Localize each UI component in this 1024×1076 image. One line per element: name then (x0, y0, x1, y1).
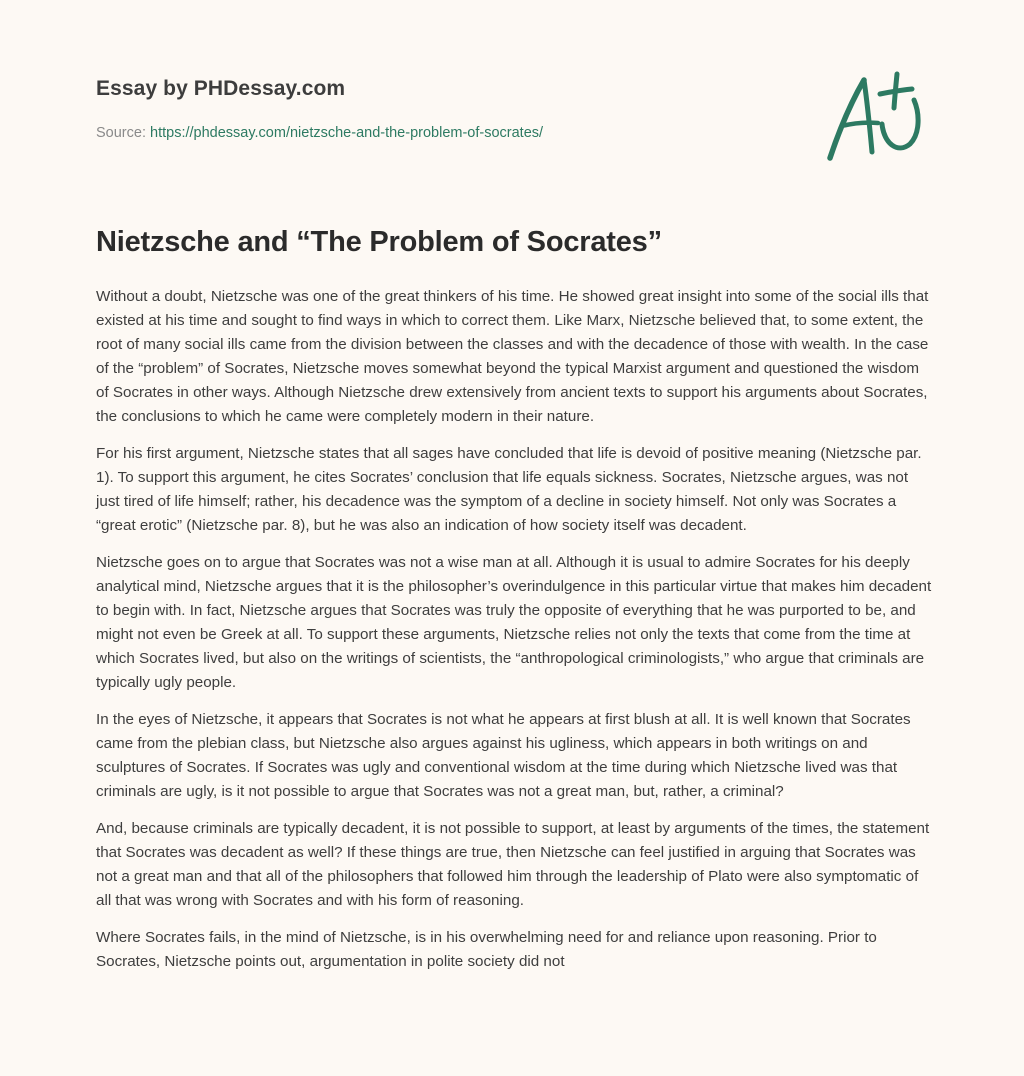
source-link[interactable]: https://phdessay.com/nietzsche-and-the-problem-of-socrates/ (150, 125, 544, 141)
paragraph: Nietzsche goes on to argue that Socrates was not a wise man at all. Although it is usual to admire Socrates for his deeply analytical mind, Nietzsche argues that it is the philosopher’s overindulgence in this particular virtue that makes him decadent to begin with. In fact, Nietzsche argues that Socrates was truly the opposite of everything that he was purported to be, and might not even be Greek at all. To support these arguments, Nietzsche relies not only the texts that come from the time at which Socrates lived, but also on the writings of scientists, the “anthropological criminologists,” who argue that criminals are typically ugly people. (96, 554, 932, 691)
essay-body (96, 285, 932, 987)
source-label: Source: (96, 125, 146, 141)
paragraph: For his first argument, Nietzsche states that all sages have concluded that life is devoid of positive meaning (Nietzsche par. 1). To support this argument, he cites Socrates’ conclusion that life equals sickness. Socrates, Nietzsche argues, was not just tired of life himself; rather, his decadence was the symptom of a decline in society himself. Not only was Socrates a “great erotic” (Nietzsche par. 8), but he was also an indication of how society itself was decadent. (96, 445, 922, 534)
a-plus-grade-icon (824, 68, 928, 164)
essay-title: Nietzsche and “The Problem of Socrates” (96, 226, 662, 258)
paragraph: And, because criminals are typically decadent, it is not possible to support, at least by arguments of the times, the statement that Socrates was decadent as well? If these things are true, then Nietzsche can feel justified in arguing that Socrates was not a great man and that all of the philosophers that followed him through the leadership of Plato were also symptomatic of all that was wrong with Socrates and with his form of reasoning. (96, 820, 930, 909)
page-header (96, 0, 928, 160)
paragraph: In the eyes of Nietzsche, it appears that Socrates is not what he appears at first blush at all. It is well known that Socrates came from the plebian class, but Nietzsche also argues against his ugliness, which appears in both writings on and sculptures of Socrates. If Socrates was ugly and conventional wisdom at the time during which Nietzsche lived was that criminals are ugly, is it not possible to argue that Socrates was not a great man, but, rather, a criminal? (96, 711, 911, 800)
paragraph: Where Socrates fails, in the mind of Nietzsche, is in his overwhelming need for and reliance upon reasoning. Prior to Socrates, Nietzsche points out, argumentation in polite society did not (96, 929, 877, 970)
brand-title: Essay by PHDessay.com (96, 77, 346, 100)
paragraph: Without a doubt, Nietzsche was one of the great thinkers of his time. He showed great insight into some of the social ills that existed at his time and sought to find ways in which to correct them. Like Marx, Nietzsche believed that, to some extent, the root of many social ills came from the division between the classes and with the decadence of those with wealth. In the case of the “problem” of Socrates, Nietzsche moves somewhat beyond the typical Marxist argument and questioned the wisdom of Socrates in other ways. Although Nietzsche drew extensively from ancient texts to support his arguments about Socrates, the conclusions to which he came were completely modern in their nature. (96, 288, 929, 425)
source-line (96, 125, 543, 141)
